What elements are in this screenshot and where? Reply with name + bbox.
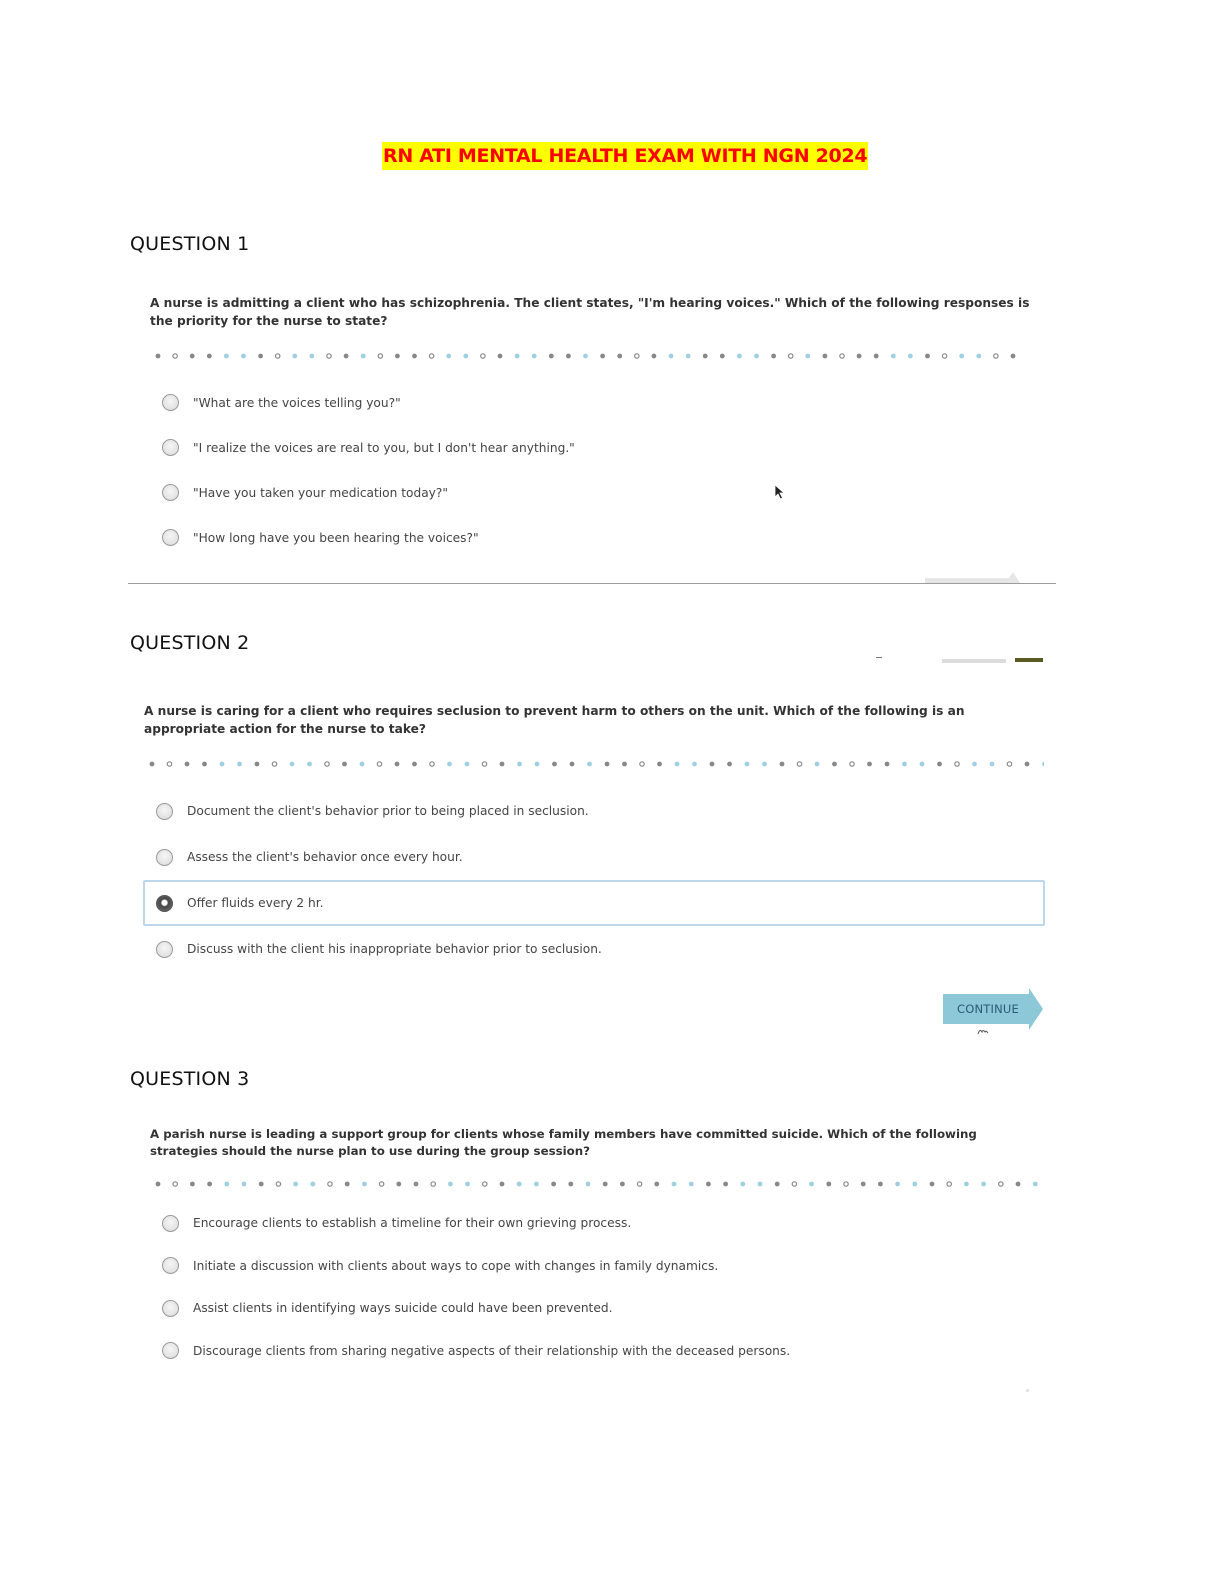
option-label: Discuss with the client his inappropriate behavior prior to seclusion.: [187, 942, 602, 956]
question-2-screenshot: [144, 702, 1045, 972]
question-2-stem: A nurse is caring for a client who requires seclusion to prevent harm to others on the unit. Which of the following is an appropriate action for the nurse to take?: [144, 704, 965, 736]
progress-dot: [815, 762, 820, 767]
progress-dot: [202, 762, 207, 767]
question-3-option-3[interactable]: [150, 1287, 1040, 1330]
progress-dot: [635, 354, 639, 358]
progress-dot: [832, 762, 837, 767]
question-3-option-2[interactable]: [150, 1245, 1040, 1288]
progress-dot: [622, 762, 627, 767]
document-title: RN ATI MENTAL HEALTH EXAM WITH NGN 2024: [382, 142, 868, 170]
progress-dot: [762, 762, 767, 767]
progress-dot: [362, 1182, 367, 1187]
radio-button-icon[interactable]: [162, 439, 179, 456]
progress-dot: [307, 762, 312, 767]
progress-dot: [549, 354, 554, 359]
progress-dot: [706, 1182, 711, 1187]
radio-button-icon[interactable]: [156, 849, 173, 866]
progress-dot: [207, 354, 212, 359]
progress-dot: [583, 354, 588, 359]
progress-dot: [925, 354, 930, 359]
progress-dot: [1011, 354, 1016, 359]
question-3-screenshot: [150, 1126, 1040, 1372]
progress-dot: [156, 1182, 161, 1187]
progress-dot: [173, 1182, 177, 1186]
progress-dot: [379, 1182, 383, 1186]
progress-dot: [823, 354, 828, 359]
progress-dot: [930, 1182, 935, 1187]
progress-dot: [775, 1182, 780, 1187]
progress-dot: [908, 354, 913, 359]
progress-dot: [964, 1182, 969, 1187]
option-label: Offer fluids every 2 hr.: [187, 896, 324, 910]
progress-dot: [446, 354, 451, 359]
progress-dot: [1042, 762, 1044, 767]
progress-dot: [600, 354, 605, 359]
crop-artifact: [876, 657, 882, 658]
progress-dot: [1016, 1182, 1021, 1187]
option-label: Initiate a discussion with clients about ways to cope with changes in family dynamics.: [193, 1258, 719, 1273]
progress-dot: [255, 762, 260, 767]
continue-button[interactable]: [943, 988, 1043, 1030]
progress-dot: [959, 354, 964, 359]
progress-dot: [758, 1182, 763, 1187]
progress-dot: [568, 1182, 573, 1187]
radio-button-icon[interactable]: [162, 529, 179, 546]
progress-dot: [237, 762, 242, 767]
question-1-option-3[interactable]: [150, 470, 1040, 515]
progress-dot: [481, 354, 485, 358]
progress-dot: [272, 762, 276, 766]
progress-dot: [517, 1182, 522, 1187]
question-1-option-4[interactable]: [150, 515, 1040, 560]
radio-button-icon[interactable]: [162, 1257, 179, 1274]
progress-dot: [652, 354, 657, 359]
progress-dot: [792, 1182, 796, 1186]
progress-dot: [517, 762, 522, 767]
progress-dot: [720, 354, 725, 359]
radio-button-icon[interactable]: [162, 484, 179, 501]
progress-dot: [412, 354, 417, 359]
progress-dot: [675, 762, 680, 767]
progress-dot: [874, 354, 879, 359]
progress-dot: [276, 354, 280, 358]
progress-dot: [412, 762, 417, 767]
option-label: "How long have you been hearing the voices?": [193, 530, 479, 545]
progress-dot: [310, 1182, 315, 1187]
crop-artifact: [1015, 658, 1043, 662]
progress-dot: [867, 762, 872, 767]
progress-dot: [570, 762, 575, 767]
option-label: Document the client's behavior prior to being placed in seclusion.: [187, 804, 589, 818]
question-2-heading: QUESTION 2: [130, 632, 250, 654]
progress-dot: [976, 354, 981, 359]
progress-dot: [167, 762, 171, 766]
progress-dot: [551, 1182, 556, 1187]
progress-dot: [891, 354, 896, 359]
progress-dot: [310, 354, 315, 359]
progress-dot: [981, 1182, 986, 1187]
progress-dot: [207, 1182, 212, 1187]
progress-dot: [431, 1182, 435, 1186]
question-3-heading: QUESTION 3: [130, 1068, 250, 1090]
progress-dot: [532, 354, 537, 359]
progress-dot: [654, 1182, 659, 1187]
hand-cursor-icon: [976, 1026, 990, 1036]
progress-dot: [603, 1182, 608, 1187]
progress-dot: [947, 1182, 951, 1186]
progress-dot: [500, 1182, 505, 1187]
progress-dot: [150, 762, 155, 767]
progress-dot: [429, 354, 433, 358]
progress-dot: [669, 354, 674, 359]
progress-dot: [448, 1182, 453, 1187]
progress-dot: [723, 1182, 728, 1187]
progress-dot: [290, 762, 295, 767]
progress-dot: [259, 1182, 264, 1187]
progress-dot: [692, 762, 697, 767]
progress-dot: [345, 1182, 350, 1187]
progress-dot: [990, 762, 995, 767]
progress-dot: [844, 1182, 848, 1186]
crop-artifact: [1026, 1389, 1029, 1392]
radio-button-icon[interactable]: [156, 941, 173, 958]
progress-dot: [1007, 762, 1011, 766]
progress-dot: [809, 1182, 814, 1187]
progress-dot: [258, 354, 263, 359]
progress-dot: [325, 762, 329, 766]
question-3-option-4[interactable]: [150, 1330, 1040, 1373]
question-1-heading: QUESTION 1: [130, 233, 250, 255]
question-3-stem: A parish nurse is leading a support group for clients whose family members have committed suicide. Which of the following strategies should the nurse plan to use during the group session?: [150, 1127, 977, 1158]
radio-button-icon[interactable]: [162, 1215, 179, 1232]
progress-dot: [241, 354, 246, 359]
progress-dot: [566, 354, 571, 359]
progress-dot: [465, 1182, 470, 1187]
progress-dot: [857, 354, 862, 359]
option-label: Assess the client's behavior once every hour.: [187, 850, 463, 864]
progress-dot: [173, 354, 177, 358]
progress-dot: [754, 354, 759, 359]
progress-dot: [605, 762, 610, 767]
progress-dot: [902, 762, 907, 767]
radio-button-icon[interactable]: [156, 803, 173, 820]
option-label: "Have you taken your medication today?": [193, 485, 448, 500]
progress-dot: [972, 762, 977, 767]
progress-dot: [689, 1182, 694, 1187]
progress-dot: [937, 762, 942, 767]
progress-dot: [447, 762, 452, 767]
progress-dot: [805, 354, 810, 359]
progress-dot: [586, 1182, 591, 1187]
progress-dot: [942, 354, 946, 358]
progress-dot: [292, 354, 297, 359]
question-2-progress-dots: [144, 760, 1045, 768]
progress-dot: [276, 1182, 280, 1186]
question-2-option-1[interactable]: [144, 788, 1045, 834]
radio-button-icon[interactable]: [156, 895, 173, 912]
progress-dot: [1025, 762, 1030, 767]
progress-dot: [242, 1182, 247, 1187]
radio-button-icon[interactable]: [162, 394, 179, 411]
option-label: "I realize the voices are real to you, but I don't hear anything.": [193, 440, 575, 455]
progress-dot: [430, 762, 434, 766]
progress-dot: [535, 762, 540, 767]
progress-dot: [710, 762, 715, 767]
section-divider: [128, 583, 1056, 584]
progress-dot: [156, 354, 161, 359]
progress-dot: [361, 354, 366, 359]
crop-artifact: [942, 659, 1006, 663]
progress-dot: [727, 762, 732, 767]
progress-dot: [637, 1182, 641, 1186]
progress-dot: [482, 762, 486, 766]
question-3-progress-dots: [150, 1180, 1040, 1188]
progress-dot: [342, 762, 347, 767]
question-1-progress-dots: [150, 352, 1040, 360]
progress-dot: [999, 1182, 1003, 1186]
option-label: Assist clients in identifying ways suicide could have been prevented.: [193, 1301, 613, 1316]
progress-dot: [224, 1182, 229, 1187]
progress-dot: [587, 762, 592, 767]
progress-dot: [185, 762, 190, 767]
question-2-option-2[interactable]: [144, 834, 1045, 880]
progress-dot: [912, 1182, 917, 1187]
progress-dot: [220, 762, 225, 767]
radio-button-icon[interactable]: [162, 1300, 179, 1317]
progress-dot: [797, 762, 801, 766]
mouse-cursor-icon: [774, 484, 786, 500]
question-1-stem: A nurse is admitting a client who has schizophrenia. The client states, "I'm hearing voices." Which of the following responses is the priority for the nurse to state?: [150, 296, 1030, 328]
progress-dot: [534, 1182, 539, 1187]
progress-dot: [327, 354, 331, 358]
arrow-shape-icon: [925, 571, 1020, 583]
progress-dot: [780, 762, 785, 767]
progress-dot: [328, 1182, 332, 1186]
progress-dot: [657, 762, 662, 767]
option-label: Discourage clients from sharing negative aspects of their relationship with the deceased persons.: [193, 1343, 791, 1358]
progress-dot: [771, 354, 776, 359]
progress-dot: [378, 354, 382, 358]
progress-dot: [395, 354, 400, 359]
question-1-screenshot: [150, 294, 1040, 560]
progress-dot: [895, 1182, 900, 1187]
progress-dot: [498, 354, 503, 359]
progress-dot: [861, 1182, 866, 1187]
question-1-option-2[interactable]: [150, 425, 1040, 470]
progress-dot: [463, 354, 468, 359]
progress-dot: [224, 354, 229, 359]
progress-dot: [920, 762, 925, 767]
progress-dot: [994, 354, 998, 358]
progress-dot: [740, 1182, 745, 1187]
progress-dot: [703, 354, 708, 359]
progress-dot: [686, 354, 691, 359]
option-label: Encourage clients to establish a timeline for their own grieving process.: [193, 1216, 632, 1231]
question-2-option-3[interactable]: [144, 880, 1045, 926]
progress-dot: [850, 762, 854, 766]
progress-dot: [483, 1182, 487, 1186]
radio-button-icon[interactable]: [162, 1342, 179, 1359]
progress-dot: [885, 762, 890, 767]
progress-dot: [552, 762, 557, 767]
progress-dot: [500, 762, 505, 767]
progress-dot: [955, 762, 959, 766]
progress-dot: [190, 1182, 195, 1187]
progress-dot: [293, 1182, 298, 1187]
progress-dot: [465, 762, 470, 767]
progress-dot: [344, 354, 349, 359]
question-3-option-1[interactable]: [150, 1202, 1040, 1245]
progress-dot: [515, 354, 520, 359]
progress-dot: [745, 762, 750, 767]
progress-dot: [395, 762, 400, 767]
progress-dot: [826, 1182, 831, 1187]
progress-dot: [377, 762, 381, 766]
continue-button-label: CONTINUE: [957, 1002, 1019, 1016]
progress-dot: [1033, 1182, 1038, 1187]
progress-dot: [640, 762, 644, 766]
progress-dot: [737, 354, 742, 359]
progress-dot: [789, 354, 793, 358]
progress-dot: [190, 354, 195, 359]
progress-dot: [360, 762, 365, 767]
progress-dot: [396, 1182, 401, 1187]
progress-dot: [414, 1182, 419, 1187]
progress-dot: [617, 354, 622, 359]
progress-dot: [672, 1182, 677, 1187]
question-2-option-4[interactable]: [144, 926, 1045, 972]
progress-dot: [840, 354, 844, 358]
option-label: "What are the voices telling you?": [193, 395, 401, 410]
progress-dot: [878, 1182, 883, 1187]
question-1-option-1[interactable]: [150, 380, 1040, 425]
progress-dot: [620, 1182, 625, 1187]
